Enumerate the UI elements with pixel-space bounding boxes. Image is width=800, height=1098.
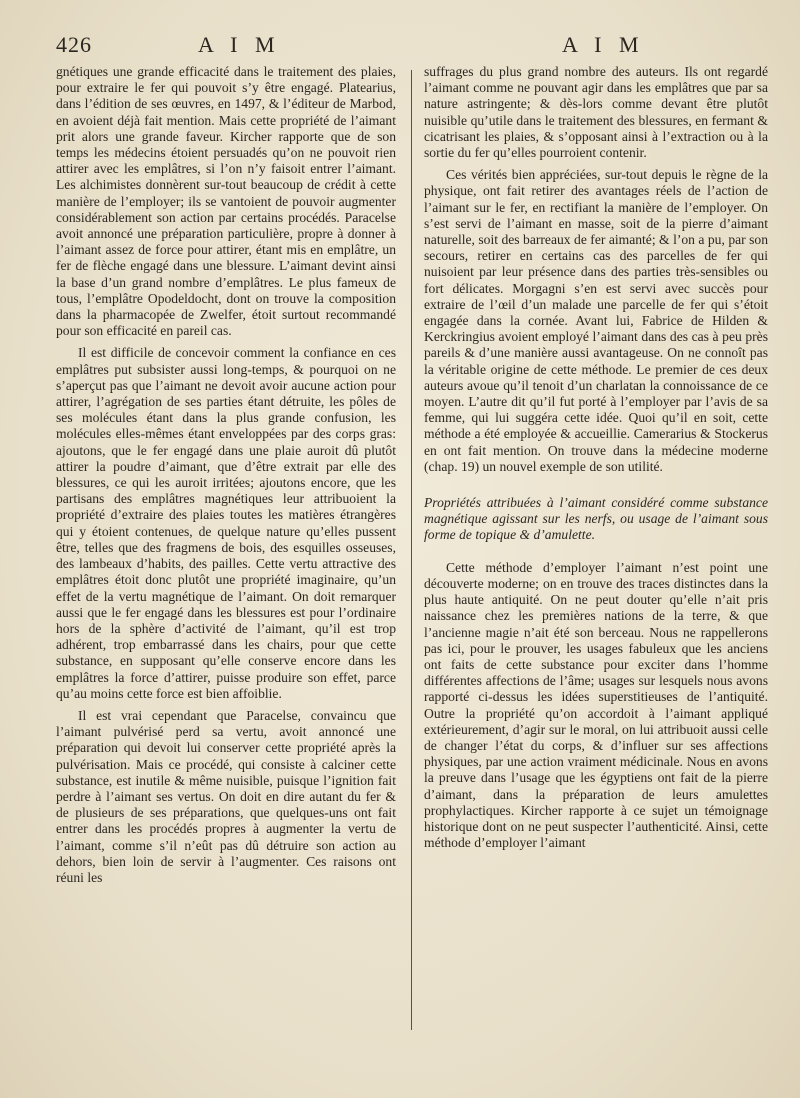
left-column (56, 64, 396, 892)
page-number: 426 (56, 32, 92, 57)
running-title-left: A I M (198, 32, 281, 57)
paragraph: Cette méthode d’employer l’aimant n’est point une découverte moderne; on en trouve des traces distinctes dans la plus haute antiquité. On ne peut douter qu’elle n’ait pris naissance chez les premières nations de la terre, & que l’ancienne magie n’ait été son berceau. Nous ne rappellerons pas ici, pour le prouver, les usages fabuleux que les anciens ont faits de cette substance pour exciter dans l’homme différentes affections de l’âme; usages sur lesquels nous avons rapporté ci-dessus les idées superstitieuses de l’antiquité. Outre la propriété qu’on accordoit à l’aimant appliqué extérieurement, d’agir sur le moral, on lui attribuoit aussi celle de changer l’état du corps, & d’influer sur ses affections physiques, par une action vraiment médicinale. Nous en avons la preuve dans l’usage que les égyptiens ont fait de la pierre d’aimant, dans la préparation de leurs amulettes prophylactiques. Kircher rapporte à ce sujet un témoignage historique dont on ne peut suspecter l’authenticité. Ainsi, cette méthode d’employer l’aimant (424, 559, 768, 851)
section-heading: Propriétés attribuées à l’aimant considéré comme substance magnétique agissant sur les nerfs, ou usage de l’aimant sous forme de topique & d’amulette. (424, 495, 768, 543)
paragraph: gnétiques une grande efficacité dans le traitement des plaies, pour extraire le fer qui pouvoit s’y être engagé. Platearius, dans l’édition de ses œuvres, en 1497, & l’éditeur de Marbod, en avoient déjà fait mention. Mais cette propriété de l’aimant prit alors une grande faveur. Kircher rapporte que de son temps les médecins étoient persuadés qu’on ne pouvoit rien attirer avec les emplâtres, si l’on n’y faisoit entrer l’aimant. Les alchimistes donnèrent sur-tout beaucoup de crédit à cette manière de l’employer; ils se vantoient de pouvoir augmenter considérablement son action par certains procédés. Paracelse avoit annoncé une préparation particulière, propre à donner à l’aimant assez de force pour attirer, étant mis en emplâtre, un fer de flèche engagé dans une blessure. L’aimant devint ainsi la base d’un grand nombre d’emplâtres. Le plus fameux de tous, l’emplâtre Opodeldocht, dont on trouve la composition dans la pharmacopée de Zwelfer, étoit surtout recommandé pour son efficacité en pareil cas. (56, 64, 396, 339)
running-head (56, 32, 760, 60)
running-title-right: A I M (562, 32, 645, 57)
column-divider (411, 70, 412, 1030)
paragraph: Il est difficile de concevoir comment la confiance en ces emplâtres put subsister aussi long-temps, & pourquoi on ne s’aperçut pas que l’aimant ne devoit avoir aucune action pour attirer, l’agrégation de ses parties étant détruite, les pôles de ses molécules étant dans la plus grande confusion, les molécules elles-mêmes étant enveloppées par des corps gras: ajoutons, que le fer engagé dans une plaie auroit dû plutôt attirer la poudre d’aimant, que d’être extrait par elle des blessures, ce qui les auroit irritées; ajoutons encore, que les partisans des emplâtres magnétiques leur attribuoient la propriété d’extraire des plaies toutes les matières étrangères qui y étoient contenues, de quelque nature qu’elles pussent être, telles que des fragmens de bois, des esquilles osseuses, des lambeaux d’habits, des pailles. Cette vertu attractive des emplâtres étoit donc plutôt une propriété imaginaire, qu’un effet de la vertu magnétique de l’aimant. On doit remarquer aussi que le fer engagé dans les blessures est pour l’ordinaire hors de la sphère d’activité de l’aimant, qu’il est trop adhérent, trop embarrassé dans les chairs, pour que cette substance, en supposant qu’elle conserve encore dans les emplâtres la force d’attirer, puisse produire son effet, parce qu’au moins cette force est bien affoiblie. (56, 345, 396, 701)
paragraph: Ces vérités bien appréciées, sur-tout depuis le règne de la physique, ont fait retirer des avantages réels de l’action de l’aimant sur le fer, en rectifiant la manière de l’employer. On s’est servi de l’aimant en masse, soit de la pierre d’aimant naturelle, soit des barreaux de fer aimanté; & l’on a pu, par son secours, retirer en certains cas des parcelles de fer qui nuisoient par leur présence dans des parties très-sensibles ou fort délicates. Morgagni s’en est servi avec succès pour extraire de l’œil d’un malade une parcelle de fer qui s’étoit engagée dans la cornée. Avant lui, Fabrice de Hilden & Kerckringius avoient employé l’aimant dans des cas à peu près pareils & d’une manière aussi avantageuse. On ne connoît pas la véritable origine de cette méthode. Le premier de ces deux auteurs avoue qu’il tenoit d’un charlatan la connoissance de ce moyen. L’autre dit qu’il fut porté à l’employer par l’avis de sa femme, qui lui suggéra cette idée. Quoi qu’il en soit, cette méthode a été employée & accueillie. Camerarius & Stockerus en ont fait mention. On trouve dans la médecine moderne (chap. 19) un nouvel exemple de son utilité. (424, 167, 768, 474)
paragraph: suffrages du plus grand nombre des auteurs. Ils ont regardé l’aimant comme ne pouvant agir dans les emplâtres que par sa nature astringente; & dès-lors comme devant être plutôt nuisible qu’utile dans le traitement des blessures, en fermant & cicatrisant les plaies, & s’opposant ainsi à l’extraction ou à la sortie du fer qu’elles pourroient contenir. (424, 64, 768, 161)
right-column (424, 64, 768, 857)
paragraph: Il est vrai cependant que Paracelse, convaincu que l’aimant pulvérisé perd sa vertu, avoit annoncé une préparation qui devoit lui conserver cette propriété après la pulvérisation. Mais ce procédé, qui consiste à calciner cette substance, est inutile & même nuisible, puisque l’ignition fait perdre à l’aimant ses vertus. On doit en dire autant du fer & de plusieurs de ses préparations, que quelques-uns ont fait entrer dans les procédés propres à augmenter la vertu de l’aimant, comme s’il n’eût pas dû détruire son action au dehors, bien loin de servir à l’augmenter. Ces raisons ont réuni les (56, 707, 396, 885)
